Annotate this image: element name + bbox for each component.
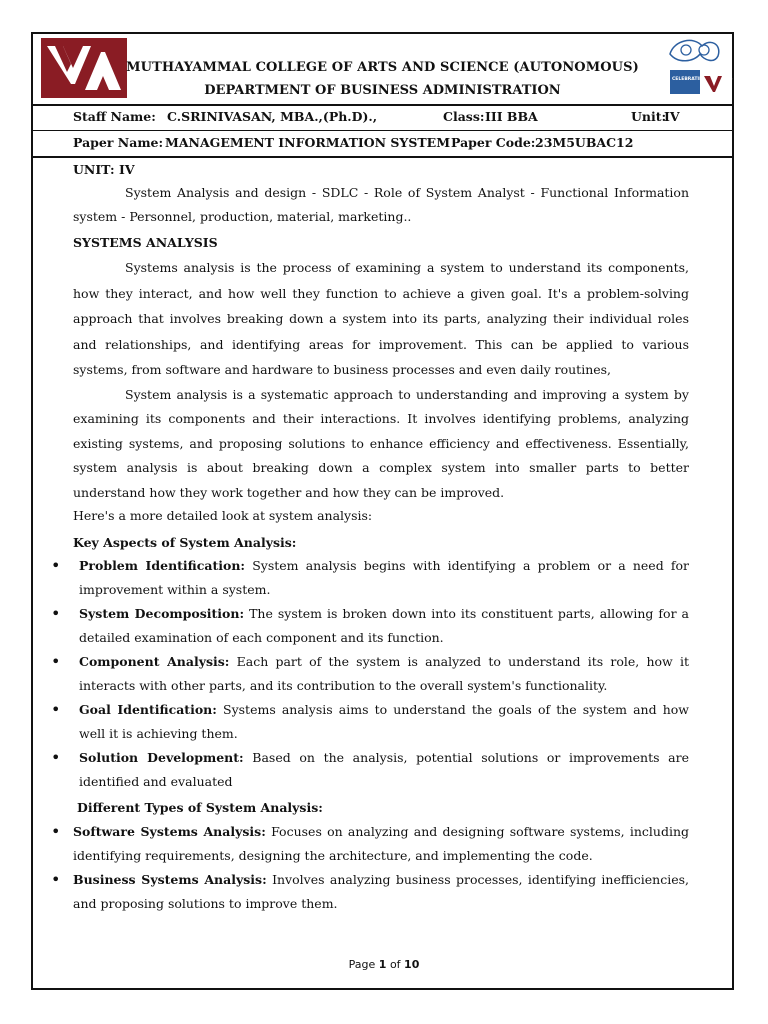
class-value: III BBA	[485, 109, 538, 124]
list-item-text: Based on the analysis, potential solutions or improvements are identified and evaluated	[79, 750, 689, 789]
intro-text: Here's a more detailed look at system analysis:	[73, 508, 373, 523]
page-footer	[0, 958, 768, 971]
list-item-text: Systems analysis aims to understand the goals of the system and how well it is achieving them.	[79, 702, 689, 741]
list-item-term: Solution Development:	[79, 750, 244, 765]
list-item	[73, 554, 689, 602]
list-item-term: Goal Identification:	[79, 702, 217, 717]
anniversary-logo-icon	[664, 36, 733, 98]
section-heading: SYSTEMS ANALYSIS	[73, 235, 218, 250]
document-body	[73, 160, 689, 916]
paper-label: Paper Name:	[73, 135, 164, 150]
meta-divider	[33, 130, 732, 131]
list-item	[73, 820, 689, 868]
types-list	[73, 820, 689, 916]
page-number: 1	[378, 958, 387, 971]
list-item	[73, 650, 689, 698]
unit-heading: UNIT: IV	[73, 162, 135, 177]
list-item	[73, 746, 689, 794]
list-item-text: Each part of the system is analyzed to understand its role, how it interacts with other parts, and its contribution to the overall system's functionality.	[79, 654, 689, 693]
paper-code-value: 23M5UBAC12	[535, 135, 634, 150]
list-item	[73, 868, 689, 916]
list-item	[73, 698, 689, 746]
paragraph-2: System analysis is a systematic approach to understanding and improving a system by examining its components and their interactions. It involves identifying problems, analyzing existing systems, and proposing solutions to enhance efficiency and effectiveness. Essentially, system analysis is about breaking down a complex system into smaller parts to better understand how they work together and how they can be improved.	[73, 386, 689, 500]
staff-value: C.SRINIVASAN, MBA.,(Ph.D).,	[167, 109, 378, 124]
department-name: DEPARTMENT OF BUSINESS ADMINISTRATION	[204, 83, 561, 98]
college-name: MUTHAYAMMAL COLLEGE OF ARTS AND SCIENCE (AUTONOMOUS)	[126, 60, 639, 75]
page-total: 10	[404, 958, 420, 971]
list-item-term: Software Systems Analysis:	[73, 824, 266, 839]
header-divider	[33, 104, 732, 106]
class-label: Class:	[443, 109, 485, 124]
meta-bottom-divider	[33, 156, 732, 158]
logo-text: CELEBRATING 25 YEARS	[672, 77, 733, 82]
paragraph-1: Systems analysis is the process of examining a system to understand its components, how they interact, and how well they function to achieve a given goal. It's a problem-solving approach that involves breaking down a system into its parts, analyzing their individual roles and relationships, and identifying areas for improvement. This can be applied to various systems, from software and hardware to business processes and even daily routines,	[73, 260, 689, 377]
list-item-term: Component Analysis:	[79, 654, 230, 669]
list-item-text: System analysis begins with identifying a problem or a need for improvement within a system.	[79, 558, 689, 597]
syllabus-text: System Analysis and design - SDLC - Role of System Analyst - Functional Information system - Personnel, production, material, marketing..	[73, 185, 689, 224]
list-item-term: Problem Identification:	[79, 558, 246, 573]
list-item-text: Involves analyzing business processes, identifying inefficiencies, and proposing solutions to improve them.	[73, 872, 689, 911]
key-aspects-heading: Key Aspects of System Analysis:	[73, 535, 297, 550]
paper-code-label: Paper Code:	[451, 135, 536, 150]
list-item	[73, 602, 689, 650]
key-aspects-list	[73, 554, 689, 794]
staff-label: Staff Name:	[73, 109, 156, 124]
of-word: of	[389, 958, 401, 971]
document-header	[33, 34, 732, 102]
list-item-term: Business Systems Analysis:	[73, 872, 267, 887]
unit-value: IV	[664, 109, 680, 124]
page-word: Page	[348, 958, 376, 971]
paper-value: MANAGEMENT INFORMATION SYSTEM	[165, 135, 451, 150]
list-item-text: Focuses on analyzing and designing software systems, including identifying requirements, designing the architecture, and implementing the code.	[73, 824, 689, 863]
list-item-text: The system is broken down into its constituent parts, allowing for a detailed examination of each component and its function.	[79, 606, 690, 645]
unit-label: Unit:	[631, 109, 667, 124]
list-item-term: System Decomposition:	[79, 606, 245, 621]
types-heading: Different Types of System Analysis:	[77, 800, 323, 815]
